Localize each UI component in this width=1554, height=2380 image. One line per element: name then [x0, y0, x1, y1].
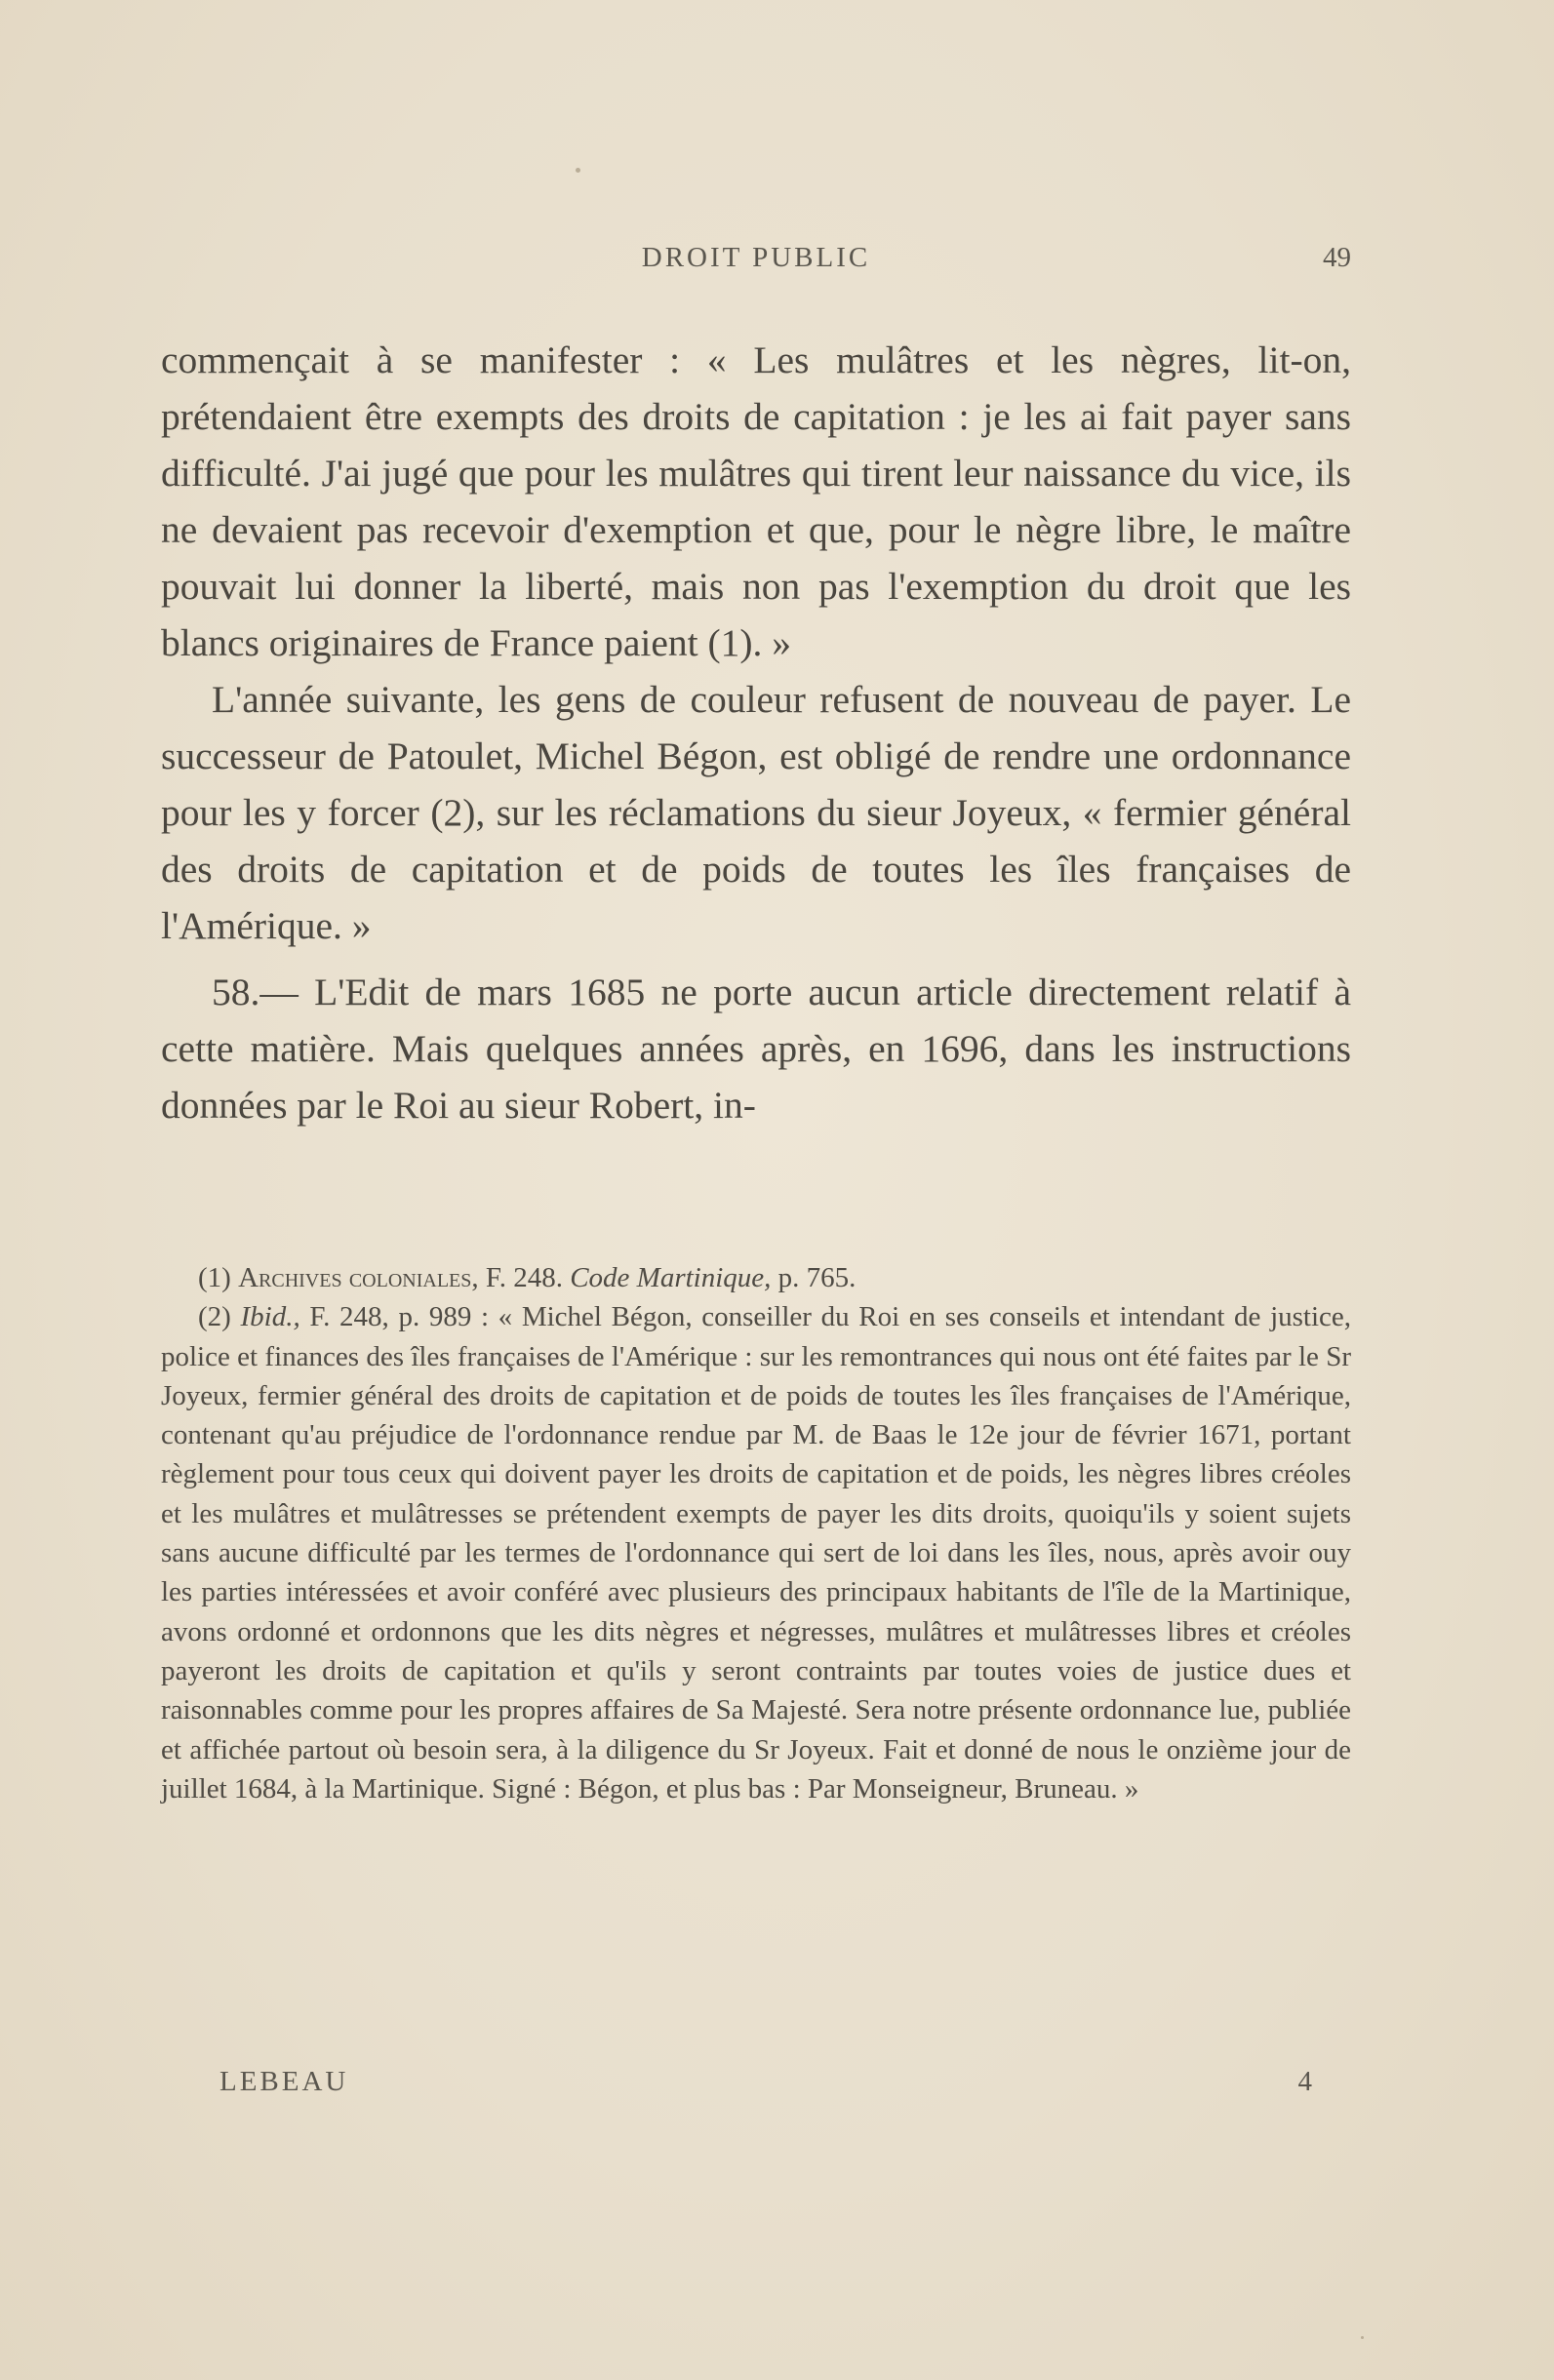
footnote-ibid: Ibid.,: [240, 1301, 300, 1333]
page-number: 49: [1323, 242, 1351, 273]
footnotes: [161, 1258, 1351, 1808]
sheet-number: 4: [1297, 2066, 1312, 2097]
page-footer: [161, 2066, 1312, 2105]
footnote-2: [161, 1297, 1351, 1808]
paper-speck: [576, 168, 580, 173]
footnote-mark: (2): [198, 1301, 231, 1333]
footnote-page: p. 765.: [777, 1262, 857, 1293]
footnote-text: F. 248, p. 989 : « Michel Bégon, conseiller du Roi en ses conseils et intendant de justice, police et finances des îles françaises de l'Amérique : sur les remontrances qui nous ont été faites par le Sr Joyeux, fermier général des droits de capitation et de poids de toutes les îles françaises de l'Amérique, contenant qu'au préjudice de l'ordonnance rendue par M. de Baas le 12e jour de février 1671, portant règlement pour tous ceux qui doivent payer les droits de capitation et de poids, les nègres libres créoles et les mulâtres et mulâtresses se prétendent exempts de payer les dits droits, quoiqu'ils y soient sujets sans aucune difficulté par les termes de l'ordonnance qui sert de loi dans les îles, nous, après avoir ouy les parties intéressées et avoir conféré avec plusieurs des principaux habitants de l'île de la Martinique, avons ordonné et ordonnons que les dits nègres et négresses, mulâtres et mulâtresses libres et créoles payeront les droits de capitation et qu'ils y seront contraints par toutes voies de justice dues et raisonnables comme pour les propres affaires de Sa Majesté. Sera notre présente ordonnance lue, publiée et affichée partout où besoin sera, à la diligence du Sr Joyeux. Fait et donné de nous le onzième jour de juillet 1684, à la Martinique. Signé : Bégon, et plus bas : Par Monseigneur, Bruneau. »: [161, 1301, 1352, 1805]
paragraph: L'année suivante, les gens de couleur refusent de nouveau de payer. Le successeur de Patoulet, Michel Bégon, est obligé de rendre une ordonnance pour les y forcer (2), sur les réclamations du sieur Joyeux, « fermier général des droits de capitation et de poids de toutes les îles françaises de l'Amérique. »: [161, 678, 1351, 947]
running-head: DROIT PUBLIC: [641, 242, 871, 273]
footnote-title: Code Martinique,: [570, 1262, 772, 1293]
page-header: [161, 242, 1351, 281]
paragraph: commençait à se manifester : « Les mulâtres et les nègres, lit-on, prétendaient être exempts des droits de capitation : je les ai fait payer sans difficulté. J'ai jugé que pour les mulâtres qui tirent leur naissance du vice, ils ne devaient pas recevoir d'exemption et que, pour le nègre libre, le maître pouvait lui donner la liberté, mais non pas l'exemption du droit que les blancs originaires de France paient (1). »: [161, 338, 1351, 664]
body-text: [161, 332, 1351, 1133]
paper-speck: [1361, 2336, 1364, 2339]
footnote-1: [161, 1258, 1351, 1297]
section-paragraph: 58.— L'Edit de mars 1685 ne porte aucun article directement relatif à cette matière. Mais quelques années après, en 1696, dans les instructions données par le Roi au sieur Robert, in-: [161, 971, 1351, 1127]
printer-signature: LEBEAU: [219, 2066, 349, 2097]
footnote-source: Archives coloniales, F. 248.: [238, 1262, 563, 1293]
footnote-mark: (1): [198, 1262, 231, 1293]
